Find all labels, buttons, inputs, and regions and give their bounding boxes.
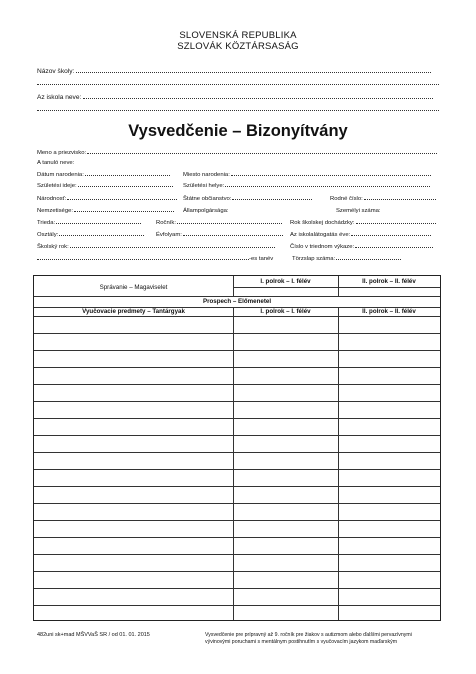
year-hu-field: Évfolyam: [156,232,283,238]
nationality-hu-field: Nemzetisége: [37,208,174,214]
name-field: Meno a priezvisko: [37,150,437,156]
citizenship-hu-label: Állampolgársága: [183,208,229,214]
school-name-line-2 [37,80,439,87]
register-number-hu-field: Törzslap száma: [292,256,401,262]
school-name-hu-label: Az iskola neve: [37,94,82,101]
birth-place-field: Miesto narodenia: [183,172,431,178]
header-first-half: I. polrok – I. félév [260,278,311,285]
country-name-hu: SZLOVÁK KÖZTÁRSASÁG [177,41,299,52]
pupil-name-label: A tanuló neve: [37,160,75,166]
document-title: Vysvedčenie – Bizonyítvány [128,122,348,140]
nationality-field: Národnosť: [37,196,177,202]
birth-date-field: Dátum narodenia: [37,172,170,178]
subjects-second-half-header: II. polrok – II. félév [362,308,416,315]
grades-table [33,275,441,621]
class-hu-field: Osztály: [37,232,144,238]
school-name-label: Názov školy: [37,68,75,75]
country-header [0,30,476,52]
attendance-year-field: Rok školskej dochádzky: [290,220,436,226]
subjects-first-half-header: I. polrok – I. félév [260,308,311,315]
citizenship-field: Štátne občianstvo: [183,196,312,202]
school-name-hu-line [37,94,433,101]
birth-place-hu-field: Születési helye: [183,183,430,189]
form-code: 482uni sk+mad MŠVVaŠ SR / od 01. 01. 2015 [37,632,150,638]
subjects-header: Vyučovacie predmety – Tantárgyak [82,308,185,315]
progress-header: Prospech – Előmenetel [202,298,272,305]
form-description: Vysvedčenie pre prípravný až 9. ročník pre žiakov s autizmom alebo ďalšími pervazívnymi vývinovými poruchami s mentálnym postihnutím s vyučovacím jazykom maďarským [205,632,412,645]
birth-date-hu-field: Születési ideje: [37,183,173,189]
birth-number-field: Rodné číslo: [330,196,436,202]
school-name-line [37,68,431,75]
id-number-hu-label: Személyi száma: [336,208,381,214]
school-year-hu-field: -es tanév [37,256,273,262]
behaviour-label: Správanie – Magaviselet [99,284,168,291]
class-field: Trieda: [37,220,141,226]
school-name-hu-line-2 [37,106,439,113]
school-year-field: Školský rok: [37,244,275,250]
year-field: Ročník: [156,220,282,226]
attendance-year-hu-field: Az iskolalátogatás éve: [290,232,431,238]
register-number-field: Číslo v triednom výkaze: [290,244,433,250]
country-name-sk: SLOVENSKÁ REPUBLIKA [179,30,297,41]
header-second-half: II. polrok – II. félév [362,278,416,285]
